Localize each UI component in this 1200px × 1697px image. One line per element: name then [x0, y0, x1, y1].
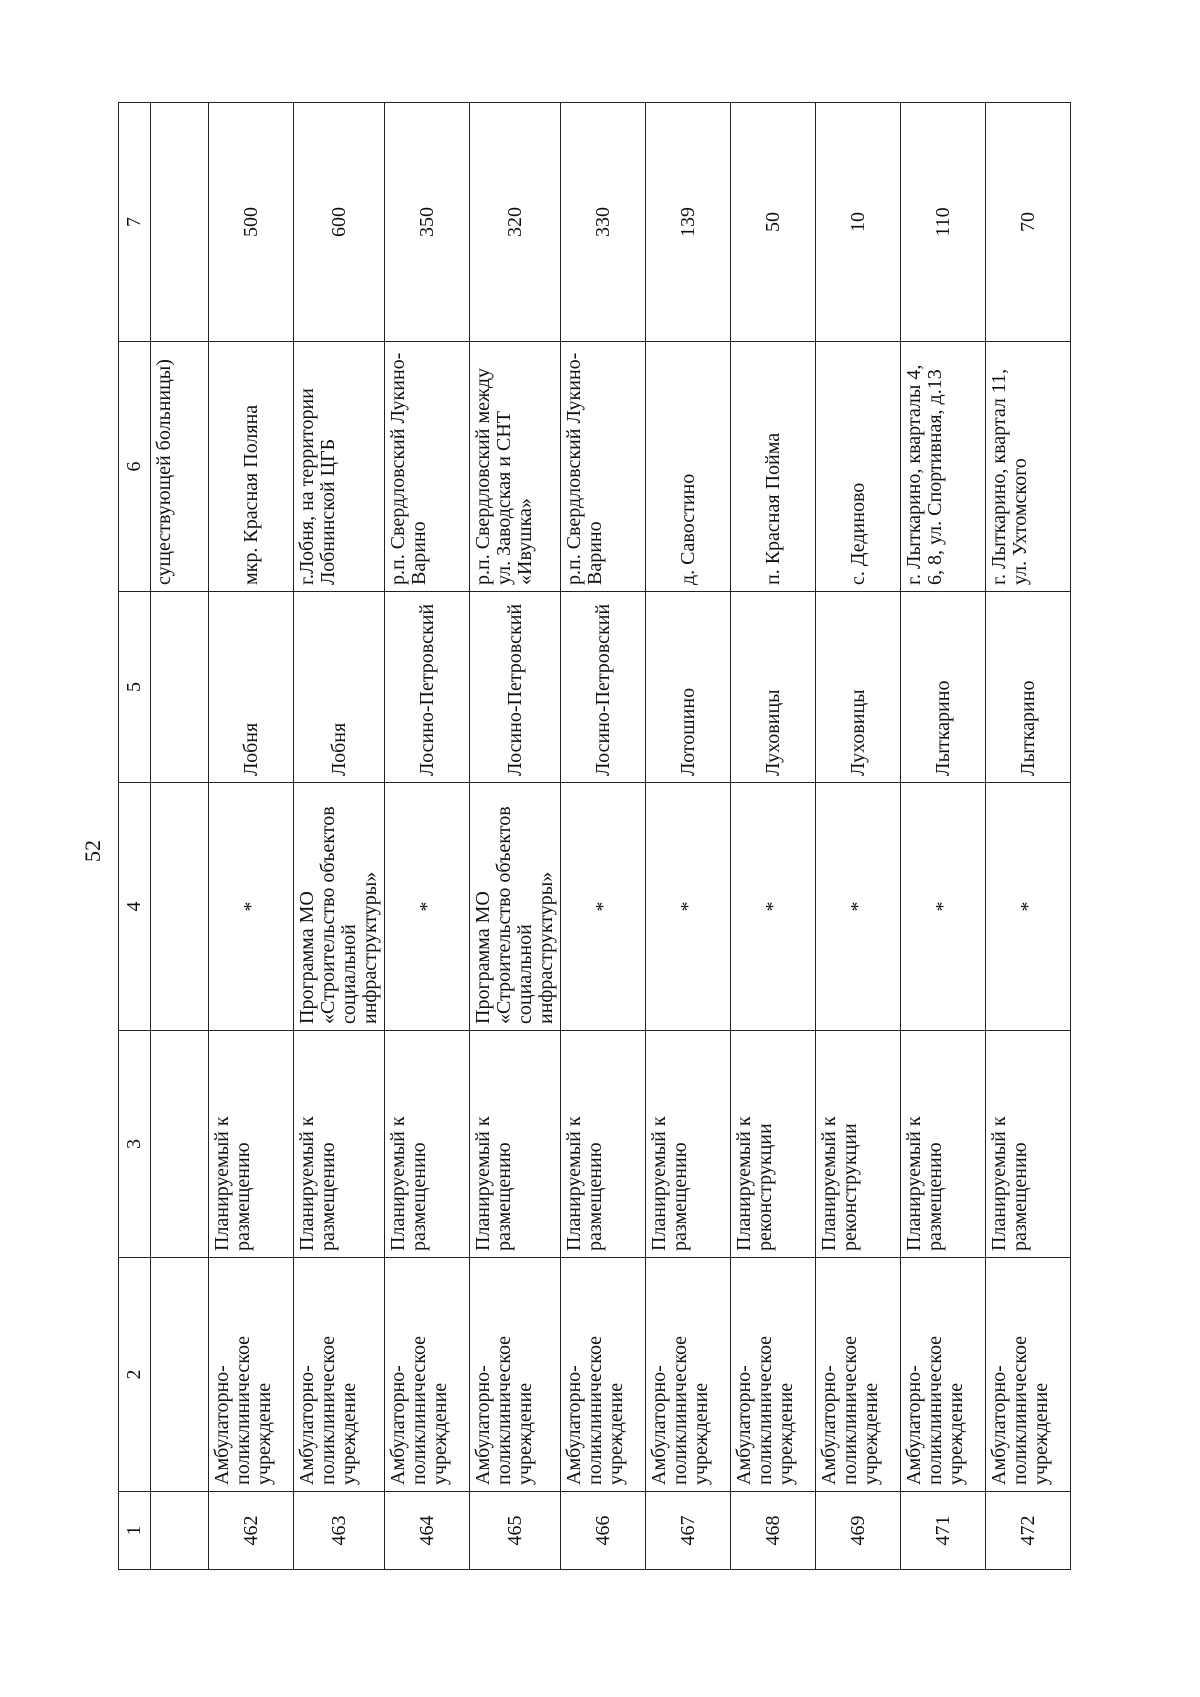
rotated-table [118, 103, 1065, 1570]
address: г.Лобня, на территории Лобнинской ЦГБ [294, 342, 385, 592]
address: п. Красная Пойма [731, 342, 816, 592]
row-number: 467 [646, 1492, 731, 1570]
table-row [209, 103, 294, 1570]
municipality: Лотошино [646, 592, 731, 783]
row-number: 465 [470, 1492, 561, 1570]
address: г. Лыткарино, квартал 11, ул. Ухтомского [986, 342, 1071, 592]
capacity-value: 10 [816, 103, 901, 342]
address: д. Савостино [646, 342, 731, 592]
capacity-value: 600 [294, 103, 385, 342]
table-row [816, 103, 901, 1570]
facility-type: Амбулаторно-поликлиническое учреждение [731, 1258, 816, 1492]
municipality: Луховицы [816, 592, 901, 783]
capacity-value: 110 [901, 103, 986, 342]
facility-type: Амбулаторно-поликлиническое учреждение [646, 1258, 731, 1492]
facility-status: Планируемый к размещению [209, 1031, 294, 1258]
row-number: 464 [385, 1492, 470, 1570]
municipality: Лосино-Петровский [561, 592, 646, 783]
column-header: 7 [119, 103, 151, 342]
program-source: * [646, 783, 731, 1031]
facility-status: Планируемый к размещению [385, 1031, 470, 1258]
facility-status: Планируемый к размещению [901, 1031, 986, 1258]
facility-type: Амбулаторно-поликлиническое учреждение [385, 1258, 470, 1492]
row-number: 471 [901, 1492, 986, 1570]
column-header: 3 [119, 1031, 151, 1258]
address: с. Дединово [816, 342, 901, 592]
table-cell [151, 1031, 209, 1258]
table-row [731, 103, 816, 1570]
address: р.п. Свердловский Лукино-Варино [561, 342, 646, 592]
program-source: Программа МО «Строительство объектов социальной инфраструктуры» [294, 783, 385, 1031]
address: мкр. Красная Поляна [209, 342, 294, 592]
continuation-row [151, 103, 209, 1570]
row-number: 463 [294, 1492, 385, 1570]
facility-status: Планируемый к размещению [561, 1031, 646, 1258]
facility-status: Планируемый к размещению [646, 1031, 731, 1258]
program-source: * [901, 783, 986, 1031]
facility-status: Планируемый к реконструкции [816, 1031, 901, 1258]
capacity-value: 139 [646, 103, 731, 342]
municipality: Лыткарино [901, 592, 986, 783]
column-header: 6 [119, 342, 151, 592]
column-header: 5 [119, 592, 151, 783]
table-cell [151, 1492, 209, 1570]
facility-type: Амбулаторно-поликлиническое учреждение [470, 1258, 561, 1492]
program-source: * [561, 783, 646, 1031]
table-cell [151, 783, 209, 1031]
program-source: Программа МО «Строительство объектов социальной инфраструктуры» [470, 783, 561, 1031]
table-row [385, 103, 470, 1570]
facility-type: Амбулаторно-поликлиническое учреждение [816, 1258, 901, 1492]
program-source: * [209, 783, 294, 1031]
program-source: * [731, 783, 816, 1031]
municipality: Лобня [294, 592, 385, 783]
municipality: Лыткарино [986, 592, 1071, 783]
facility-type: Амбулаторно-поликлиническое учреждение [209, 1258, 294, 1492]
table-cell [151, 103, 209, 342]
table-cell [151, 592, 209, 783]
facilities-table [118, 102, 1071, 1570]
facility-status: Планируемый к реконструкции [731, 1031, 816, 1258]
capacity-value: 350 [385, 103, 470, 342]
municipality: Луховицы [731, 592, 816, 783]
table-row [986, 103, 1071, 1570]
row-number: 469 [816, 1492, 901, 1570]
address: р.п. Свердловский Лукино-Варино [385, 342, 470, 592]
facility-type: Амбулаторно-поликлиническое учреждение [986, 1258, 1071, 1492]
capacity-value: 320 [470, 103, 561, 342]
facility-status: Планируемый к размещению [294, 1031, 385, 1258]
facility-status: Планируемый к размещению [470, 1031, 561, 1258]
facility-type: Амбулаторно-поликлиническое учреждение [901, 1258, 986, 1492]
capacity-value: 50 [731, 103, 816, 342]
address: г. Лыткарино, кварталы 4, 6, 8, ул. Спортивная, д.13 [901, 342, 986, 592]
facility-type: Амбулаторно-поликлиническое учреждение [294, 1258, 385, 1492]
row-number: 466 [561, 1492, 646, 1570]
column-header: 1 [119, 1492, 151, 1570]
table-row [294, 103, 385, 1570]
row-number: 472 [986, 1492, 1071, 1570]
municipality: Лобня [209, 592, 294, 783]
capacity-value: 70 [986, 103, 1071, 342]
table-row [646, 103, 731, 1570]
row-number: 468 [731, 1492, 816, 1570]
continuation-cell: существующей больницы) [151, 342, 209, 592]
table-container [118, 103, 1065, 1570]
municipality: Лосино-Петровский [385, 592, 470, 783]
column-header-row [119, 103, 151, 1570]
column-header: 4 [119, 783, 151, 1031]
column-header: 2 [119, 1258, 151, 1492]
table-row [470, 103, 561, 1570]
program-source: * [986, 783, 1071, 1031]
address: р.п. Свердловский между ул. Заводская и СНТ «Ивушка» [470, 342, 561, 592]
facility-status: Планируемый к размещению [986, 1031, 1071, 1258]
municipality: Лосино-Петровский [470, 592, 561, 783]
table-row [901, 103, 986, 1570]
table-cell [151, 1258, 209, 1492]
capacity-value: 500 [209, 103, 294, 342]
facility-type: Амбулаторно-поликлиническое учреждение [561, 1258, 646, 1492]
program-source: * [816, 783, 901, 1031]
row-number: 462 [209, 1492, 294, 1570]
page-number: 52 [80, 840, 105, 862]
table-row [561, 103, 646, 1570]
program-source: * [385, 783, 470, 1031]
capacity-value: 330 [561, 103, 646, 342]
